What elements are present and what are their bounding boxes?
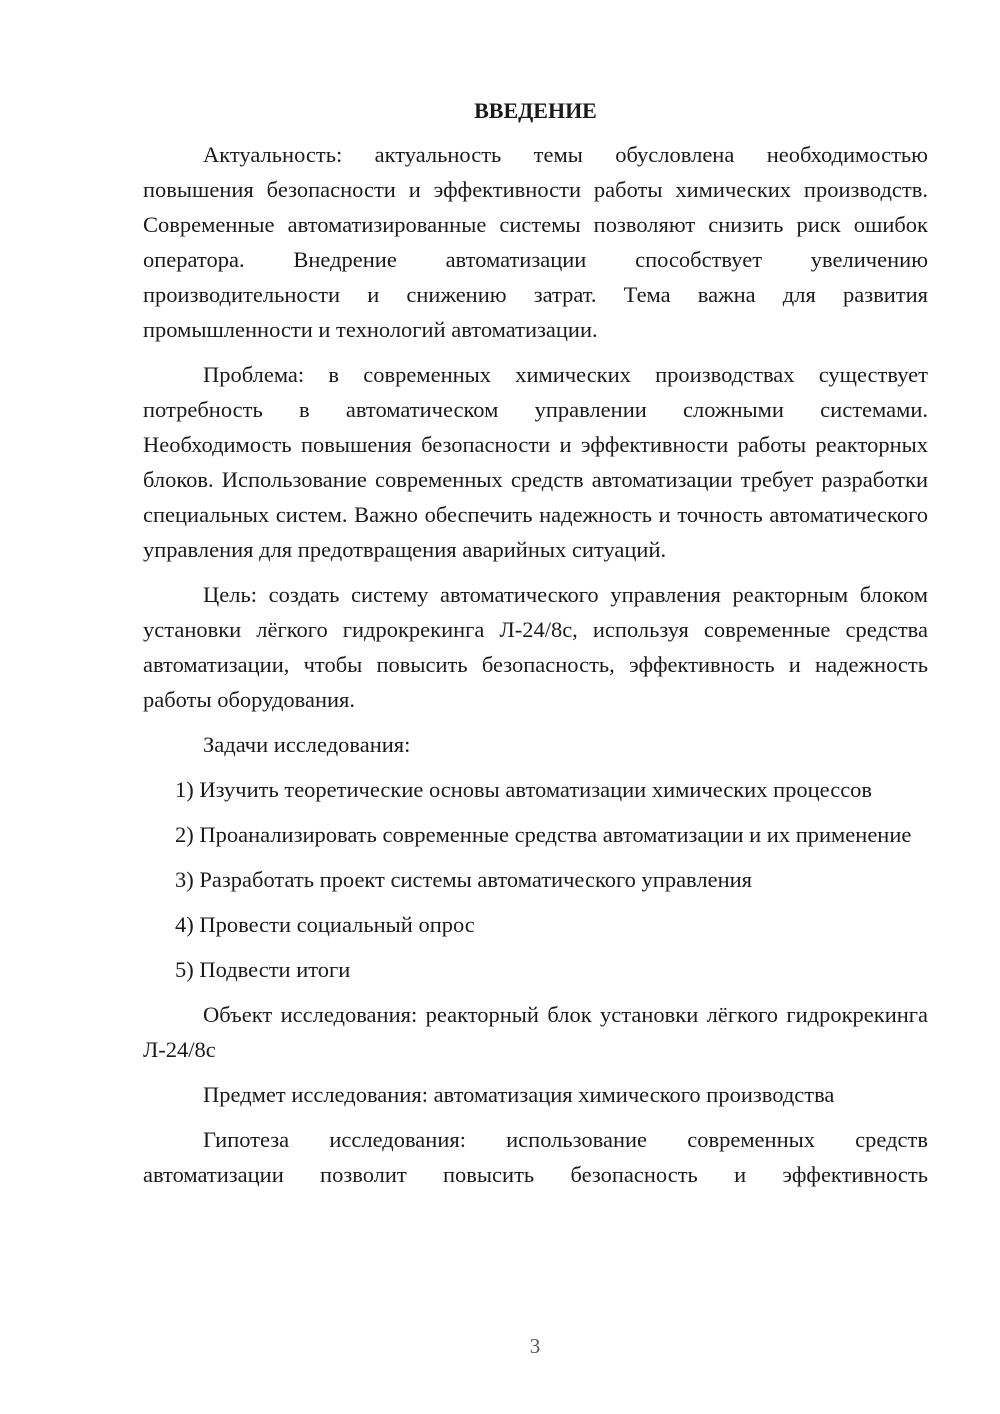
problem-paragraph: Проблема: в современных химических производствах существует потребность в автоматическом управлении сложными системами. Необходимость повышения безопасности и эффективности работы реакторных блоков. Использование современных средств автоматизации требует разработки специальных систем. Важно обеспечить надежность и точность автоматического управления для предотвращения аварийных ситуаций. (143, 362, 928, 562)
task-item-5: 5) Подвести итоги (175, 957, 351, 982)
object-paragraph: Объект исследования: реакторный блок установки лёгкого гидрокрекинга Л-24/8с (143, 1002, 928, 1062)
page-number: 3 (529, 1334, 541, 1358)
goal-paragraph: Цель: создать систему автоматического управления реакторным блоком установки лёгкого гидрокрекинга Л-24/8с, используя современные средства автоматизации, чтобы повысить безопасность, эффективность и надежность работы оборудования. (143, 582, 928, 712)
page-title: ВВЕДЕНИЕ (474, 98, 597, 123)
hypothesis-paragraph: Гипотеза исследования: использование современных средств автоматизации позволит повысить безопасность и эффективность (143, 1127, 928, 1187)
task-item-1: 1) Изучить теоретические основы автоматизации химических процессов (175, 777, 873, 802)
subject-paragraph: Предмет исследования: автоматизация химического производства (203, 1082, 835, 1107)
task-item-3: 3) Разработать проект системы автоматического управления (175, 867, 753, 892)
task-item-2: 2) Проанализировать современные средства автоматизации и их применение (175, 822, 912, 847)
relevance-paragraph: Актуальность: актуальность темы обусловлена необходимостью повышения безопасности и эффективности работы химических производств. Современные автоматизированные системы позволяют снизить риск ошибок оператора. Внедрение автоматизации способствует увеличению производительности и снижению затрат. Тема важна для развития промышленности и технологий автоматизации. (143, 142, 928, 342)
document-body (143, 96, 928, 1202)
task-item-4: 4) Провести социальный опрос (175, 912, 475, 937)
tasks-heading: Задачи исследования: (203, 732, 411, 757)
